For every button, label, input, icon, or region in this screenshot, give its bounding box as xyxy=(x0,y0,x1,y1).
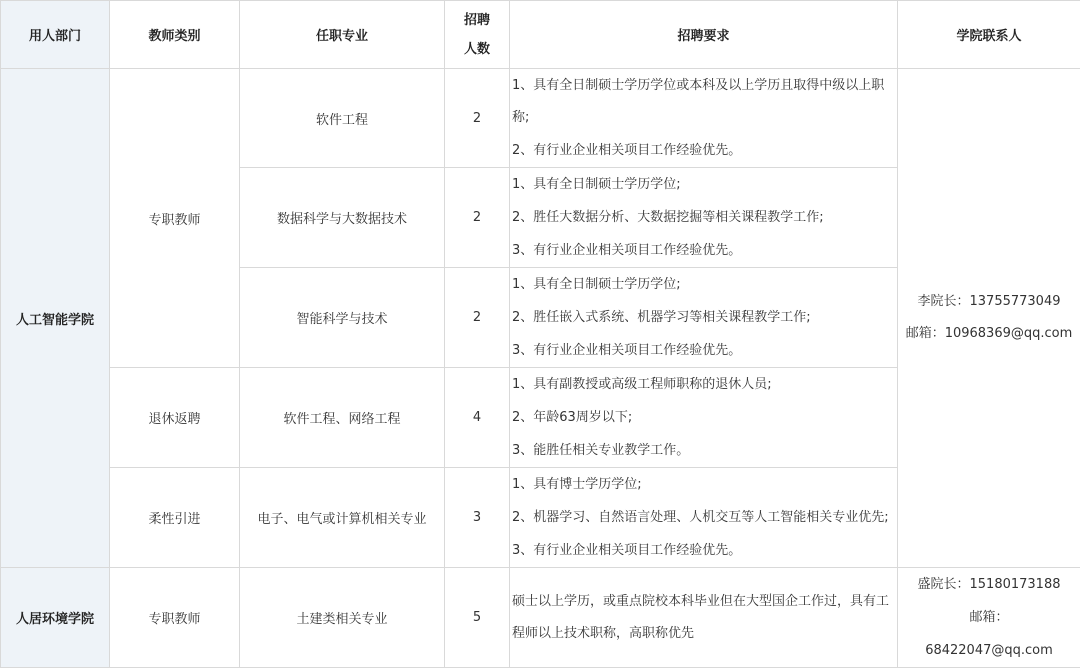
header-row xyxy=(1,1,1080,69)
requirements-cell xyxy=(510,568,898,668)
major-cell: 数据科学与大数据技术 xyxy=(240,168,445,268)
header-requirements: 招聘要求 xyxy=(510,1,898,69)
department-cell: 人工智能学院 xyxy=(1,69,110,568)
teacher-type-cell: 退休返聘 xyxy=(110,368,240,468)
header-count-line1: 招聘 xyxy=(445,6,509,35)
contact-email: 邮箱：10968369@qq.com xyxy=(898,318,1080,350)
header-count xyxy=(445,1,510,69)
requirements-cell xyxy=(510,268,898,368)
requirement-line: 1、具有全日制硕士学历学位或本科及以上学历且取得中级以上职称; xyxy=(512,70,895,134)
major-cell: 软件工程、网络工程 xyxy=(240,368,445,468)
requirement-line: 1、具有全日制硕士学历学位; xyxy=(512,168,895,201)
count-cell: 2 xyxy=(445,168,510,268)
contact-phone: 盛院长：15180173188 xyxy=(898,568,1080,601)
count-cell: 4 xyxy=(445,368,510,468)
department-cell: 人居环境学院 xyxy=(1,568,110,668)
major-cell: 软件工程 xyxy=(240,69,445,168)
requirement-line: 1、具有副教授或高级工程师职称的退休人员; xyxy=(512,368,895,401)
requirements-cell xyxy=(510,368,898,468)
contact-cell xyxy=(898,568,1080,668)
contact-email-label: 邮箱： xyxy=(898,601,1080,634)
header-contact: 学院联系人 xyxy=(898,1,1080,69)
teacher-type-cell: 柔性引进 xyxy=(110,468,240,568)
requirement-line: 2、年龄63周岁以下; xyxy=(512,401,895,434)
header-teacher-type: 教师类别 xyxy=(110,1,240,69)
major-cell: 土建类相关专业 xyxy=(240,568,445,668)
teacher-type-cell: 专职教师 xyxy=(110,69,240,368)
table-row xyxy=(1,568,1080,668)
teacher-type-cell: 专职教师 xyxy=(110,568,240,668)
requirements-cell xyxy=(510,468,898,568)
requirement-line: 1、具有全日制硕士学历学位; xyxy=(512,268,895,301)
count-cell: 2 xyxy=(445,268,510,368)
requirements-cell xyxy=(510,69,898,168)
count-cell: 3 xyxy=(445,468,510,568)
major-cell: 电子、电气或计算机相关专业 xyxy=(240,468,445,568)
requirement-line: 2、机器学习、自然语言处理、人机交互等人工智能相关专业优先; xyxy=(512,501,895,534)
requirement-line: 2、有行业企业相关项目工作经验优先。 xyxy=(512,134,895,167)
requirements-cell xyxy=(510,168,898,268)
major-cell: 智能科学与技术 xyxy=(240,268,445,368)
requirement-line: 2、胜任嵌入式系统、机器学习等相关课程教学工作; xyxy=(512,301,895,334)
requirement-line: 1、具有博士学历学位; xyxy=(512,468,895,501)
count-cell: 5 xyxy=(445,568,510,668)
contact-phone: 李院长：13755773049 xyxy=(898,286,1080,318)
header-department: 用人部门 xyxy=(1,1,110,69)
requirement-line: 硕士以上学历，或重点院校本科毕业但在大型国企工作过，具有工程师以上技术职称，高职称优先 xyxy=(512,586,895,650)
header-major: 任职专业 xyxy=(240,1,445,69)
contact-cell xyxy=(898,69,1080,568)
contact-email: 68422047@qq.com xyxy=(898,634,1080,667)
header-count-line2: 人数 xyxy=(445,35,509,64)
requirement-line: 2、胜任大数据分析、大数据挖掘等相关课程教学工作; xyxy=(512,201,895,234)
requirement-line: 3、有行业企业相关项目工作经验优先。 xyxy=(512,534,895,567)
count-cell: 2 xyxy=(445,69,510,168)
requirement-line: 3、有行业企业相关项目工作经验优先。 xyxy=(512,334,895,367)
table-row xyxy=(1,69,1080,168)
requirement-line: 3、能胜任相关专业教学工作。 xyxy=(512,434,895,467)
requirement-line: 3、有行业企业相关项目工作经验优先。 xyxy=(512,234,895,267)
